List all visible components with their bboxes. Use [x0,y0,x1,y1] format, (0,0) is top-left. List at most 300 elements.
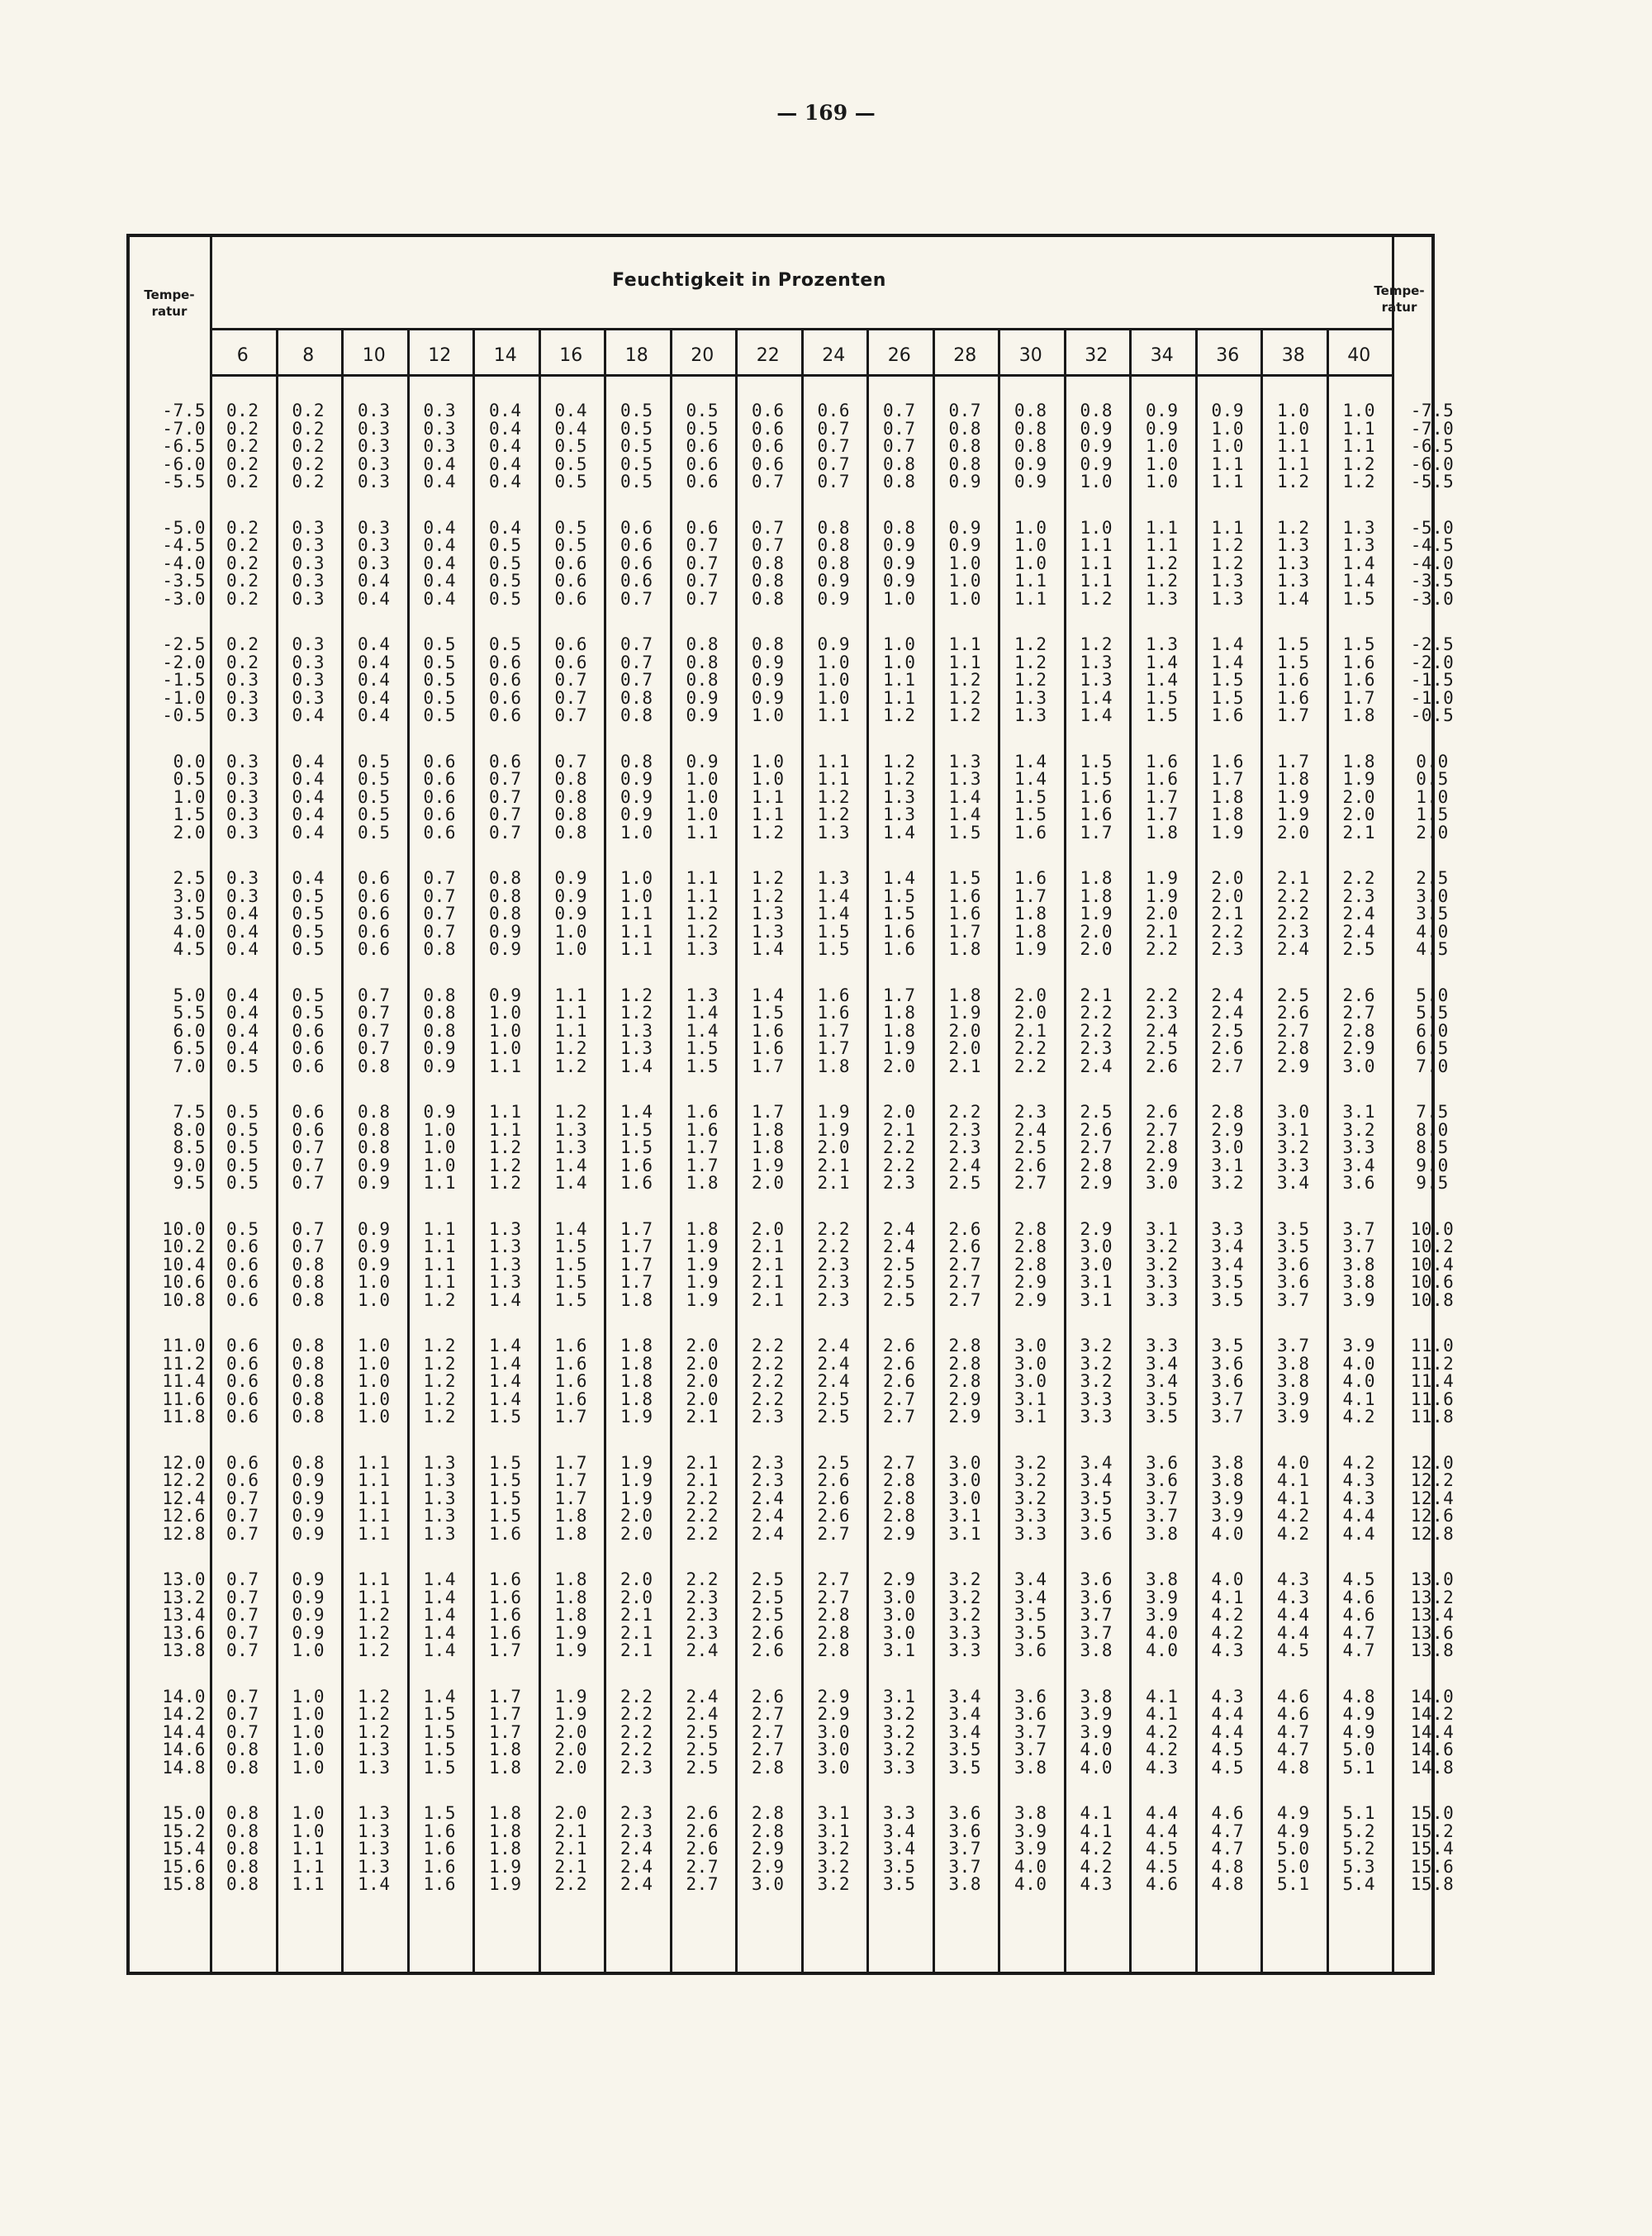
row-temp-left: -6.0 [162,453,206,474]
table-cell: 4.2 [1211,1605,1244,1625]
table-cell: 4.4 [1277,1622,1310,1643]
table-cell: 0.9 [752,670,785,690]
table-cell: 2.8 [1080,1155,1113,1175]
table-cell: 0.3 [423,436,456,456]
table-cell: 0.7 [817,472,850,491]
table-cell: 1.4 [489,1336,522,1355]
table-cell: 2.1 [1342,822,1375,843]
row-temp-left: -4.0 [162,553,206,573]
table-cell: 1.5 [489,1407,522,1427]
table-cell: 3.8 [1014,1757,1047,1778]
table-cell: 1.8 [948,939,981,959]
table-cell: 0.7 [226,1587,259,1607]
table-cell: 2.9 [1211,1119,1244,1140]
table-cell: 1.8 [620,1289,653,1310]
table-cell: 2.4 [1146,1020,1179,1041]
table-cell: 0.9 [1080,418,1113,439]
table-cell: 0.3 [358,472,391,491]
table-cell: 0.8 [883,472,916,491]
table-cell: 1.2 [686,904,719,923]
table-cell: 1.3 [1277,571,1310,591]
table-cell: 1.7 [554,1470,587,1490]
table-cell: 2.7 [1211,1056,1244,1076]
table-cell: 1.0 [489,1003,522,1023]
table-cell: 2.8 [1014,1237,1047,1256]
row-temp-right: 15.0 [1410,1803,1455,1823]
table-cell: 0.5 [226,1137,259,1157]
row-temp-right: 10.4 [1410,1254,1455,1275]
table-cell: 4.2 [1211,1622,1244,1643]
table-cell: 1.0 [620,868,653,888]
table-cell: 1.3 [1080,652,1113,672]
table-cell: 0.2 [292,418,325,439]
table-cell: 1.0 [358,1272,391,1292]
table-cell: 3.4 [1146,1371,1179,1391]
table-cell: 2.2 [1342,868,1375,888]
table-cell: 0.9 [883,535,916,555]
table-cell: 3.6 [1014,1686,1047,1707]
table-cell: 0.8 [948,418,981,439]
table-cell: 1.7 [1080,822,1113,843]
table-cell: 2.6 [1277,1003,1310,1023]
row-temp-right: 15.6 [1410,1856,1455,1877]
table-cell: 0.3 [292,517,325,538]
table-cell: 1.0 [620,822,653,843]
table-cell: 0.8 [226,1740,259,1759]
table-cell: 3.0 [817,1740,850,1759]
table-cell: 1.9 [620,1452,653,1473]
table-cell: 0.2 [226,634,259,654]
table-cell: 3.1 [1080,1289,1113,1310]
table-cell: 0.2 [226,436,259,456]
table-cell: 1.8 [686,1218,719,1239]
table-cell: 1.1 [1211,472,1244,491]
table-cell: 2.2 [686,1569,719,1589]
table-cell: 0.4 [423,472,456,491]
table-cell: 1.4 [423,1605,456,1625]
table-cell: 2.0 [883,1056,916,1076]
table-cell: 3.8 [1146,1569,1179,1589]
table-cell: 1.8 [554,1605,587,1625]
table-cell: 3.4 [883,1821,916,1841]
table-cell: 2.3 [1211,939,1244,959]
table-cell: 0.3 [292,535,325,555]
table-cell: 1.3 [1146,634,1179,654]
table-cell: 1.8 [1080,885,1113,906]
table-cell: 5.0 [1342,1740,1375,1759]
row-temp-left: 10.4 [162,1254,206,1275]
table-cell: 1.9 [620,1488,653,1508]
table-cell: 1.8 [686,1173,719,1193]
table-cell: 1.1 [620,904,653,923]
table-cell: 2.5 [1277,985,1310,1005]
table-cell: 3.5 [1014,1622,1047,1643]
row-temp-left: 9.0 [173,1155,206,1175]
column-header: 20 [691,345,714,366]
table-cell: 1.9 [620,1407,653,1427]
table-cell: 2.9 [948,1407,981,1427]
column-header: 6 [236,345,249,366]
table-cell: 0.4 [358,652,391,672]
table-cell: 0.8 [948,453,981,474]
table-cell: 1.0 [1080,517,1113,538]
table-cell: 1.6 [1277,670,1310,690]
table-cell: 2.5 [686,1740,719,1759]
table-cell: 0.8 [226,1856,259,1877]
table-cell: 1.1 [358,1523,391,1544]
table-cell: 1.7 [620,1218,653,1239]
row-temp-right: -1.5 [1410,670,1455,690]
table-cell: 1.9 [1342,769,1375,789]
table-cell: 3.7 [1014,1740,1047,1759]
row-temp-right: 14.4 [1410,1721,1455,1742]
table-cell: 0.5 [226,1218,259,1239]
table-cell: 5.2 [1342,1821,1375,1841]
table-cell: 3.7 [948,1839,981,1859]
table-cell: 4.2 [1342,1407,1375,1427]
table-cell: 1.2 [423,1371,456,1391]
table-cell: 3.4 [1342,1155,1375,1175]
table-cell: 0.7 [226,1523,259,1544]
table-cell: 0.8 [423,1020,456,1041]
table-cell: 3.5 [883,1874,916,1894]
row-temp-right: -4.0 [1410,553,1455,573]
table-cell: 3.0 [883,1605,916,1625]
table-cell: 1.0 [1146,472,1179,491]
table-cell: 0.5 [554,472,587,491]
table-cell: 0.7 [292,1218,325,1239]
table-cell: 0.7 [554,705,587,725]
table-cell: 2.3 [620,1757,653,1778]
row-temp-right: -2.0 [1410,652,1455,672]
table-cell: 2.4 [686,1686,719,1707]
table-cell: 1.9 [948,1003,981,1023]
table-cell: 2.2 [1014,1056,1047,1076]
row-temp-left: 7.0 [173,1056,206,1076]
table-cell: 3.1 [883,1686,916,1707]
table-cell: 2.3 [1014,1102,1047,1122]
row-temp-right: 13.4 [1410,1605,1455,1625]
table-cell: 0.8 [752,634,785,654]
table-cell: 0.4 [226,985,259,1005]
table-cell: 2.1 [1277,868,1310,888]
table-cell: 2.8 [883,1488,916,1508]
table-cell: 3.4 [948,1686,981,1707]
table-cell: 4.3 [1342,1470,1375,1490]
table-cell: 0.8 [423,1003,456,1023]
table-cell: 1.5 [686,1038,719,1058]
table-cell: 2.6 [1080,1119,1113,1140]
table-cell: 2.2 [883,1137,916,1157]
table-cell: 0.9 [686,687,719,708]
table-cell: 2.7 [817,1569,850,1589]
table-cell: 3.4 [1080,1452,1113,1473]
table-cell: 2.6 [883,1353,916,1374]
table-cell: 0.7 [226,1605,259,1625]
row-temp-left: -7.0 [162,418,206,439]
row-temp-right: -4.5 [1410,535,1455,555]
table-cell: 1.9 [686,1272,719,1292]
row-temp-right: 11.0 [1410,1336,1455,1355]
table-cell: 1.0 [423,1155,456,1175]
table-cell: 2.2 [554,1874,587,1894]
table-cell: 0.8 [554,786,587,807]
table-cell: 3.1 [1014,1389,1047,1409]
row-temp-right: 14.8 [1410,1757,1455,1778]
table-cell: 4.1 [1080,1803,1113,1823]
table-cell: 2.1 [554,1821,587,1841]
table-cell: 2.3 [686,1605,719,1625]
table-cell: 1.7 [1146,805,1179,824]
row-temp-left: 8.5 [173,1137,206,1157]
row-temp-left: 13.4 [162,1605,206,1625]
table-cell: 1.0 [292,1721,325,1742]
table-cell: 4.7 [1211,1821,1244,1841]
table-cell: 1.6 [423,1821,456,1841]
table-cell: 1.5 [489,1506,522,1526]
table-cell: 1.8 [554,1587,587,1607]
table-cell: 1.4 [752,985,785,1005]
table-cell: 0.9 [752,687,785,708]
table-cell: 3.4 [883,1839,916,1859]
table-cell: 2.8 [948,1371,981,1391]
table-cell: 0.8 [292,1336,325,1355]
table-cell: 4.0 [1146,1622,1179,1643]
table-cell: 1.7 [489,1640,522,1660]
table-cell: 3.6 [1080,1587,1113,1607]
table-cell: 3.0 [948,1452,981,1473]
table-cell: 0.9 [489,921,522,942]
table-cell: 2.2 [817,1218,850,1239]
table-cell: 0.7 [752,472,785,491]
table-cell: 0.9 [489,939,522,959]
table-cell: 0.7 [226,1704,259,1724]
table-cell: 0.9 [423,1102,456,1122]
table-cell: 0.3 [226,805,259,824]
table-cell: 3.7 [1277,1289,1310,1310]
table-cell: 0.6 [752,436,785,456]
table-cell: 2.1 [817,1155,850,1175]
row-temp-left: -5.5 [162,472,206,491]
row-temp-right: 8.0 [1416,1119,1449,1140]
table-cell: 1.4 [1080,705,1113,725]
row-temp-right: 13.8 [1410,1640,1455,1660]
table-cell: 1.5 [423,1757,456,1778]
table-cell: 3.3 [1211,1218,1244,1239]
table-cell: 1.8 [883,1003,916,1023]
row-temp-right: 2.5 [1416,868,1449,888]
table-cell: 1.1 [1277,436,1310,456]
table-cell: 1.0 [817,670,850,690]
table-cell: 0.2 [226,535,259,555]
table-cell: 3.5 [1211,1336,1244,1355]
table-cell: 4.2 [1080,1856,1113,1877]
table-cell: 1.2 [1014,670,1047,690]
table-cell: 1.3 [489,1237,522,1256]
table-cell: 2.1 [620,1640,653,1660]
table-cell: 1.0 [554,939,587,959]
table-cell: 0.8 [817,535,850,555]
table-cell: 0.6 [423,751,456,771]
table-cell: 1.0 [489,1038,522,1058]
table-cell: 1.7 [1211,769,1244,789]
table-cell: 1.5 [423,1721,456,1742]
table-cell: 0.8 [292,1452,325,1473]
table-cell: 3.7 [1146,1488,1179,1508]
table-cell: 2.2 [1146,985,1179,1005]
table-cell: 3.4 [948,1721,981,1742]
table-cell: 1.9 [883,1038,916,1058]
row-temp-left: 2.0 [173,822,206,843]
table-cell: 0.8 [292,1371,325,1391]
table-cell: 3.6 [1146,1470,1179,1490]
table-cell: 1.6 [423,1874,456,1894]
table-cell: 0.9 [489,985,522,1005]
table-cell: 0.8 [752,588,785,609]
table-cell: 1.7 [686,1137,719,1157]
table-cell: 2.8 [948,1336,981,1355]
table-cell: 5.0 [1277,1856,1310,1877]
table-cell: 0.4 [423,571,456,591]
column-header: 10 [362,345,386,366]
table-cell: 1.5 [1277,652,1310,672]
table-cell: 1.4 [423,1640,456,1660]
column-header: 16 [559,345,583,366]
row-temp-right: 6.5 [1416,1038,1449,1058]
table-cell: 2.5 [752,1605,785,1625]
table-cell: 1.7 [1014,885,1047,906]
table-cell: 0.6 [358,885,391,906]
row-temp-left: 13.6 [162,1622,206,1643]
table-cell: 1.2 [1277,472,1310,491]
table-cell: 3.3 [1146,1289,1179,1310]
table-cell: 1.1 [817,705,850,725]
table-cell: 3.1 [1146,1218,1179,1239]
table-cell: 1.0 [686,769,719,789]
row-temp-right: 7.0 [1416,1056,1449,1076]
table-cell: 1.6 [1146,751,1179,771]
row-temp-right: 13.0 [1410,1569,1455,1589]
table-cell: 1.4 [752,939,785,959]
table-cell: 3.6 [1080,1523,1113,1544]
table-cell: 0.9 [554,904,587,923]
table-cell: 4.5 [1146,1839,1179,1859]
row-temp-left: 1.0 [173,786,206,807]
table-cell: 2.5 [883,1272,916,1292]
table-cell: 1.1 [423,1254,456,1275]
table-cell: 4.7 [1277,1721,1310,1742]
table-cell: 2.8 [752,1821,785,1841]
table-cell: 1.0 [358,1289,391,1310]
table-cell: 1.2 [423,1336,456,1355]
table-cell: 1.2 [1146,571,1179,591]
table-cell: 1.9 [554,1622,587,1643]
table-cell: 0.8 [620,751,653,771]
table-cell: 3.5 [883,1856,916,1877]
table-cell: 2.4 [620,1839,653,1859]
table-cell: 1.3 [620,1020,653,1041]
row-temp-left: 14.8 [162,1757,206,1778]
table-cell: 1.0 [1080,472,1113,491]
table-cell: 1.6 [1014,868,1047,888]
table-cell: 1.3 [554,1137,587,1157]
table-cell: 0.6 [620,553,653,573]
table-cell: 0.5 [620,436,653,456]
table-cell: 1.0 [1211,418,1244,439]
table-cell: 1.4 [686,1020,719,1041]
table-cell: 0.9 [883,571,916,591]
table-cell: 0.2 [226,418,259,439]
table-cell: 0.3 [358,453,391,474]
table-cell: 2.7 [752,1740,785,1759]
table-cell: 0.7 [489,786,522,807]
table-cell: 2.0 [1211,885,1244,906]
table-cell: 0.7 [686,535,719,555]
table-cell: 0.7 [752,535,785,555]
table-cell: 0.6 [226,1254,259,1275]
table-cell: 2.6 [817,1488,850,1508]
table-cell: 1.1 [948,634,981,654]
table-cell: 1.2 [1342,453,1375,474]
table-cell: 3.2 [1014,1452,1047,1473]
table-cell: 4.4 [1211,1721,1244,1742]
table-cell: 1.0 [292,1640,325,1660]
table-cell: 3.8 [1080,1686,1113,1707]
table-cell: 2.0 [620,1506,653,1526]
table-cell: 1.1 [554,1020,587,1041]
table-cell: 2.4 [817,1336,850,1355]
table-cell: 4.6 [1211,1803,1244,1823]
table-cell: 2.1 [620,1605,653,1625]
table-cell: 0.7 [226,1488,259,1508]
table-cell: 2.3 [1146,1003,1179,1023]
table-cell: 5.1 [1342,1803,1375,1823]
column-header: 8 [302,345,315,366]
table-cell: 1.5 [1146,687,1179,708]
table-cell: 0.3 [292,652,325,672]
table-cell: 1.2 [423,1407,456,1427]
table-cell: 1.4 [1211,634,1244,654]
table-cell: 1.1 [292,1839,325,1859]
table-cell: 1.4 [554,1218,587,1239]
table-cell: 3.0 [1014,1371,1047,1391]
table-cell: 0.2 [292,401,325,420]
table-cell: 0.2 [292,436,325,456]
table-cell: 1.2 [948,670,981,690]
table-cell: 1.5 [489,1470,522,1490]
table-cell: 4.2 [1146,1740,1179,1759]
table-cell: 4.0 [1277,1452,1310,1473]
table-cell: 0.6 [620,571,653,591]
table-cell: 1.3 [1277,535,1310,555]
table-cell: 1.3 [423,1452,456,1473]
table-cell: 0.5 [226,1102,259,1122]
table-cell: 0.8 [1080,401,1113,420]
table-cell: 0.8 [1014,436,1047,456]
table-cell: 4.8 [1211,1874,1244,1894]
table-cell: 1.7 [1277,705,1310,725]
table-cell: 1.1 [292,1874,325,1894]
table-cell: 1.2 [358,1605,391,1625]
row-temp-right: 6.0 [1416,1020,1449,1041]
table-cell: 3.5 [1080,1506,1113,1526]
row-temp-right: 2.0 [1416,822,1449,843]
table-cell: 1.0 [752,751,785,771]
table-cell: 1.1 [489,1119,522,1140]
table-cell: 4.2 [1080,1839,1113,1859]
column-header: 22 [756,345,780,366]
table-cell: 1.5 [1211,670,1244,690]
